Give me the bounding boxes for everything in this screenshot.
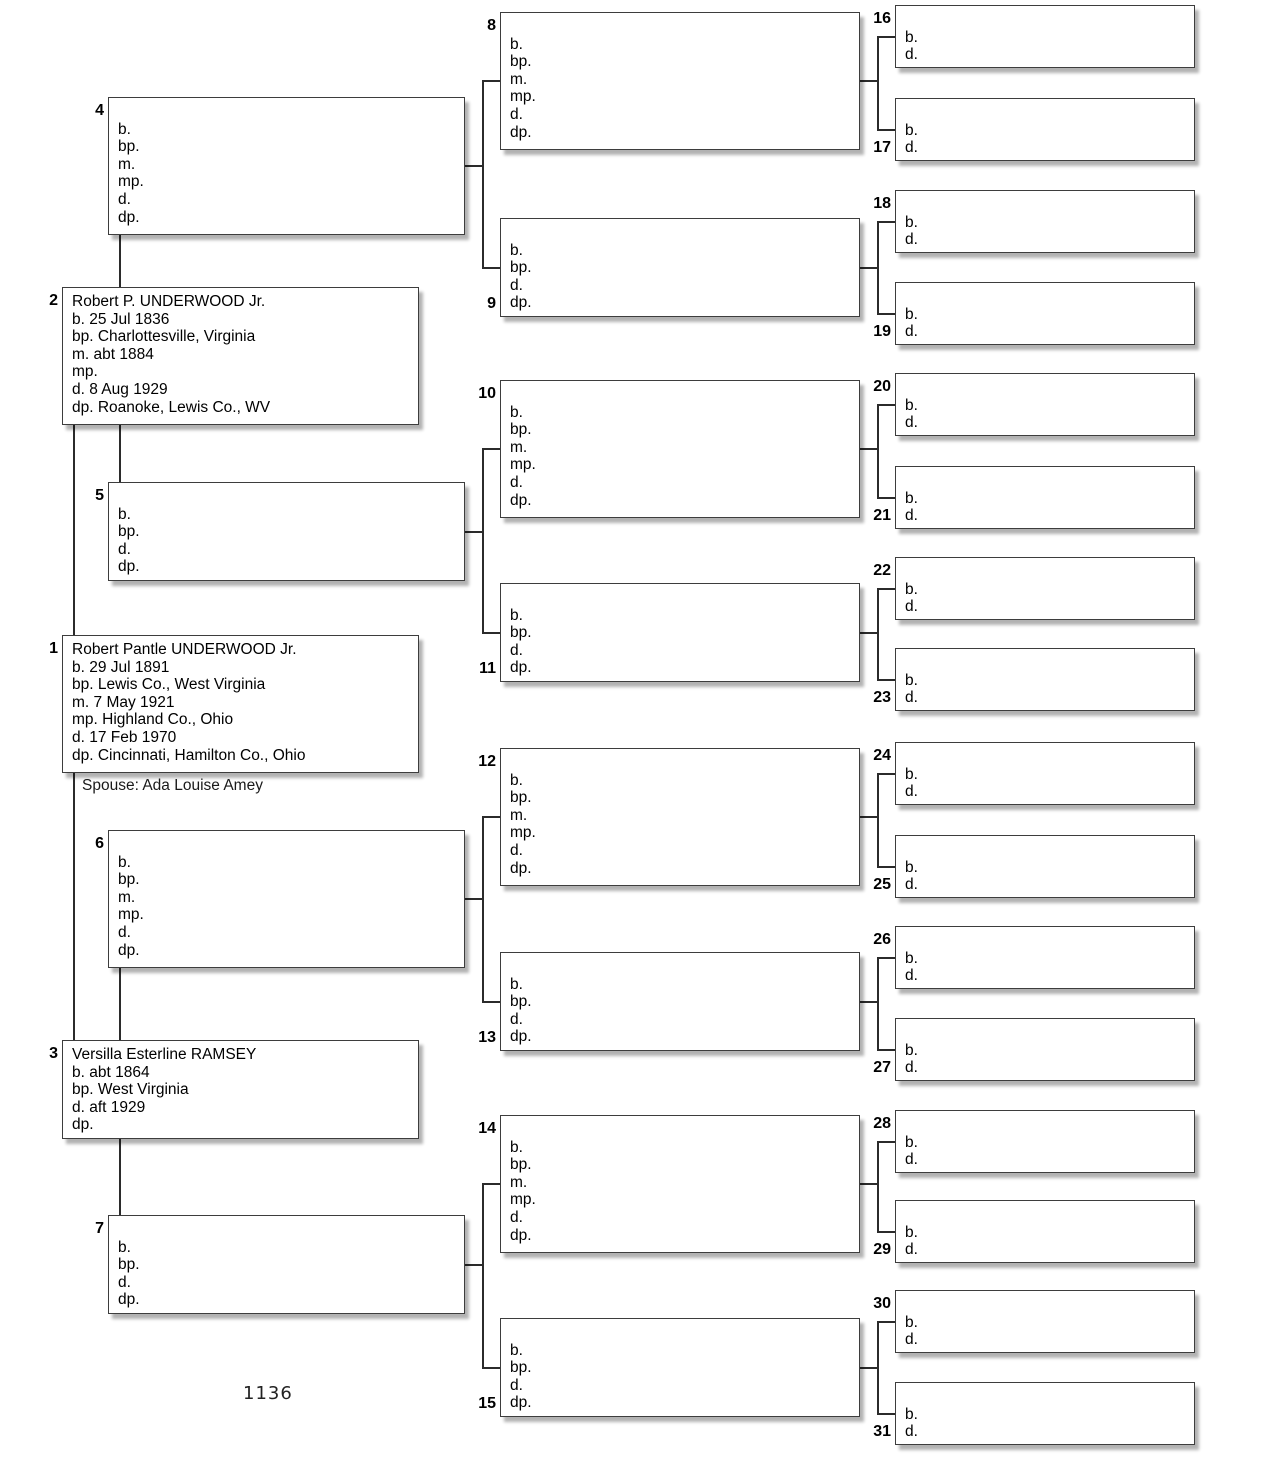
field-line: d. [118, 923, 131, 941]
field-line: b. [510, 1138, 523, 1156]
person-name [510, 1324, 859, 1342]
box-number-16: 16 [873, 10, 891, 27]
spouse-note: Spouse: Ada Louise Amey [82, 777, 263, 794]
person-name [118, 1221, 464, 1239]
field-line: d. 17 Feb 1970 [72, 728, 177, 746]
field-line: m. [510, 806, 528, 824]
box-number-28: 28 [873, 1115, 891, 1132]
field-line: d. [905, 1059, 918, 1077]
field-line: b. [905, 305, 918, 323]
field-line: mp. [510, 1191, 536, 1209]
box-number-18: 18 [873, 195, 891, 212]
field-line: b. [905, 1313, 918, 1331]
field-line: b. [905, 949, 918, 967]
person-box-25 [873, 835, 1195, 898]
person-box-14 [478, 1115, 860, 1253]
box-number-15: 15 [478, 1395, 496, 1412]
field-line: b. [510, 606, 523, 624]
field-line: d. [905, 1151, 918, 1169]
field-line: b. [118, 505, 131, 523]
connector-line [482, 1001, 500, 1003]
person-name [905, 1024, 1194, 1042]
connector-line [877, 773, 895, 775]
person-name [905, 841, 1194, 859]
field-line: d. [905, 1331, 918, 1349]
connector-line [877, 36, 879, 131]
box-number-12: 12 [478, 753, 496, 770]
field-line: d. [510, 473, 523, 491]
person-box-11 [479, 583, 860, 682]
connector-line [860, 448, 877, 450]
person-box-23 [873, 648, 1195, 711]
connector-line [482, 448, 500, 450]
field-line: d. [118, 1273, 131, 1291]
person-box-6 [95, 830, 465, 968]
connector-line [877, 1231, 895, 1233]
person-box-17 [873, 98, 1195, 161]
person-name [905, 104, 1194, 122]
connector-line [877, 1321, 879, 1415]
field-line: dp. Roanoke, Lewis Co., WV [72, 398, 271, 416]
field-line: b. [905, 489, 918, 507]
box-number-4: 4 [95, 102, 104, 119]
person-box-18 [873, 190, 1195, 253]
connector-line [482, 80, 484, 269]
person-name [905, 1116, 1194, 1134]
box-number-13: 13 [478, 1029, 496, 1046]
person-name [905, 379, 1194, 397]
field-line: dp. [72, 1116, 94, 1134]
person-name [905, 288, 1194, 306]
person-name: Versilla Esterline RAMSEY [72, 1046, 257, 1063]
field-line: b. [905, 213, 918, 231]
field-line: dp. [510, 1028, 532, 1046]
field-line: bp. [510, 993, 532, 1011]
person-name [510, 386, 859, 404]
field-line: m. [510, 70, 528, 88]
box-number-29: 29 [873, 1241, 891, 1258]
connector-line [877, 773, 879, 868]
field-line: dp. [510, 859, 532, 877]
field-line: b. [118, 120, 131, 138]
connector-line [877, 221, 895, 223]
connector-line [877, 957, 879, 1051]
field-line: m. 7 May 1921 [72, 693, 175, 711]
field-line: d. [905, 967, 918, 985]
person-name [905, 1296, 1194, 1314]
field-line: d. [905, 1423, 918, 1441]
connector-line [877, 129, 895, 131]
field-line: mp. [510, 824, 536, 842]
field-line: bp. Lewis Co., West Virginia [72, 676, 266, 694]
person-box-20 [873, 373, 1195, 436]
field-line: d. [905, 876, 918, 894]
box-number-17: 17 [873, 139, 891, 156]
field-line: d. [905, 139, 918, 157]
person-box-19 [873, 282, 1195, 345]
field-line: d. [510, 841, 523, 859]
field-line: b. [905, 121, 918, 139]
field-line: b. [905, 1405, 918, 1423]
person-box-13 [478, 952, 860, 1051]
field-line: dp. [118, 208, 140, 226]
field-line: mp. Highland Co., Ohio [72, 711, 234, 729]
connector-line [877, 1141, 879, 1233]
field-line: mp. [118, 906, 144, 924]
person-name [905, 563, 1194, 581]
connector-line [482, 816, 484, 1003]
connector-line [465, 898, 482, 900]
field-line: d. 8 Aug 1929 [72, 380, 168, 398]
field-line: d. [905, 598, 918, 616]
field-line: b. [905, 858, 918, 876]
field-line: d. [905, 689, 918, 707]
person-name: Robert P. UNDERWOOD Jr. [72, 293, 266, 310]
field-line: m. abt 1884 [72, 345, 154, 363]
connector-line [465, 1264, 482, 1266]
connector-line [877, 1413, 895, 1415]
connector-line [482, 1367, 500, 1369]
box-number-8: 8 [487, 17, 496, 34]
field-line: bp. [510, 259, 532, 277]
field-line: b. [905, 1133, 918, 1151]
connector-line [482, 448, 484, 634]
field-line: d. [510, 1010, 523, 1028]
field-line: b. [905, 671, 918, 689]
field-line: b. [510, 35, 523, 53]
person-name [510, 754, 859, 772]
person-box-7 [95, 1215, 465, 1314]
field-line: d. [905, 507, 918, 525]
person-box-26 [873, 926, 1195, 989]
page-number: 1136 [243, 1383, 293, 1404]
field-line: m. [118, 155, 136, 173]
connector-line [482, 816, 500, 818]
connector-line [482, 632, 500, 634]
field-line: dp. [510, 491, 532, 509]
field-line: d. aft 1929 [72, 1098, 146, 1116]
field-line: bp. [510, 1359, 532, 1377]
field-line: m. [118, 888, 136, 906]
connector-line [877, 404, 879, 499]
field-line: b. [905, 765, 918, 783]
field-line: dp. [510, 1394, 532, 1412]
connector-line [877, 36, 895, 38]
connector-line [465, 165, 482, 167]
field-line: bp. [118, 138, 140, 156]
field-line: d. [905, 231, 918, 249]
person-name [118, 836, 464, 854]
box-number-1: 1 [49, 640, 58, 657]
connector-line [482, 267, 500, 269]
field-line: b. [905, 1223, 918, 1241]
field-line: m. [510, 438, 528, 456]
box-number-11: 11 [479, 660, 496, 677]
field-line: b. 29 Jul 1891 [72, 658, 170, 676]
box-number-2: 2 [49, 292, 58, 309]
person-box-28 [873, 1110, 1195, 1173]
connector-line [860, 816, 877, 818]
person-box-8 [487, 12, 860, 150]
connector-line [860, 632, 877, 634]
field-line: dp. [118, 1291, 140, 1309]
field-line: b. [905, 1041, 918, 1059]
field-line: d. [118, 190, 131, 208]
field-line: d. [905, 46, 918, 64]
field-line: d. [510, 105, 523, 123]
field-line: dp. [510, 294, 532, 312]
box-number-21: 21 [873, 507, 891, 524]
field-line: bp. [118, 871, 140, 889]
connector-line [860, 1183, 877, 1185]
field-line: mp. [510, 88, 536, 106]
field-line: b. [905, 580, 918, 598]
box-number-22: 22 [873, 562, 891, 579]
person-box-27 [873, 1018, 1195, 1081]
box-number-31: 31 [873, 1423, 891, 1440]
box-number-23: 23 [873, 689, 891, 706]
box-number-26: 26 [873, 931, 891, 948]
person-box-3 [49, 1040, 419, 1139]
connector-line [877, 679, 895, 681]
person-box-5 [95, 482, 465, 581]
person-name [510, 224, 859, 242]
box-number-24: 24 [873, 747, 891, 764]
field-line: b. [510, 975, 523, 993]
box-number-3: 3 [49, 1045, 58, 1062]
field-line: dp. [118, 941, 140, 959]
connector-line [877, 404, 895, 406]
person-box-16 [873, 5, 1195, 68]
connector-line [877, 588, 895, 590]
connector-line [877, 1141, 895, 1143]
field-line: dp. [118, 558, 140, 576]
field-line: b. [510, 241, 523, 259]
field-line: b. abt 1864 [72, 1063, 150, 1081]
person-box-30 [873, 1290, 1195, 1353]
person-name [510, 18, 859, 36]
person-name [905, 472, 1194, 490]
person-box-21 [873, 466, 1195, 529]
field-line: d. [905, 1241, 918, 1259]
field-line: b. [905, 28, 918, 46]
field-line: d. [510, 641, 523, 659]
box-number-7: 7 [95, 1220, 104, 1237]
person-name [118, 103, 464, 121]
connector-line [860, 80, 877, 82]
field-line: dp. [510, 123, 532, 141]
connector-line [877, 1049, 895, 1051]
connector-line [877, 313, 895, 315]
field-line: dp. [510, 659, 532, 677]
person-box-1 [49, 635, 419, 773]
box-number-5: 5 [95, 487, 104, 504]
connector-line [482, 80, 500, 82]
field-line: bp. [510, 53, 532, 71]
connector-line [877, 497, 895, 499]
field-line: d. [510, 1376, 523, 1394]
person-name [905, 1388, 1194, 1406]
person-name [905, 11, 1194, 29]
box-number-14: 14 [478, 1120, 496, 1137]
person-box-4 [95, 97, 465, 235]
field-line: mp. [510, 456, 536, 474]
connector-line [482, 1183, 484, 1369]
box-number-30: 30 [873, 1295, 891, 1312]
person-name [510, 589, 859, 607]
field-line: dp. Cincinnati, Hamilton Co., Ohio [72, 746, 306, 764]
field-line: d. [905, 783, 918, 801]
connector-line [877, 588, 879, 681]
field-line: bp. [510, 1156, 532, 1174]
box-number-19: 19 [873, 323, 891, 340]
field-line: dp. [510, 1226, 532, 1244]
field-line: bp. West Virginia [72, 1081, 189, 1099]
field-line: bp. [118, 523, 140, 541]
person-name [905, 196, 1194, 214]
connector-line [465, 531, 482, 533]
field-line: b. [510, 403, 523, 421]
box-number-20: 20 [873, 378, 891, 395]
field-line: b. [905, 396, 918, 414]
field-line: b. 25 Jul 1836 [72, 310, 170, 328]
field-line: d. [510, 276, 523, 294]
box-number-27: 27 [873, 1059, 891, 1076]
connector-line [860, 1367, 877, 1369]
field-line: mp. [118, 173, 144, 191]
field-line: m. [510, 1173, 528, 1191]
field-line: d. [905, 414, 918, 432]
connector-line [877, 957, 895, 959]
field-line: b. [118, 1238, 131, 1256]
person-box-10 [478, 380, 860, 518]
field-line: d. [118, 540, 131, 558]
field-line: b. [118, 853, 131, 871]
field-line: bp. [118, 1256, 140, 1274]
person-box-2 [49, 287, 419, 425]
connector-line [482, 1183, 500, 1185]
connector-line [877, 221, 879, 315]
person-box-31 [873, 1382, 1195, 1445]
field-line: bp. Charlottesville, Virginia [72, 328, 256, 346]
field-line: b. [510, 1341, 523, 1359]
person-name [905, 748, 1194, 766]
field-line: d. [510, 1208, 523, 1226]
box-number-25: 25 [873, 876, 891, 893]
box-number-9: 9 [487, 295, 496, 312]
box-number-10: 10 [478, 385, 496, 402]
field-line: d. [905, 323, 918, 341]
person-name [905, 654, 1194, 672]
person-name [510, 958, 859, 976]
person-name: Robert Pantle UNDERWOOD Jr. [72, 641, 297, 658]
field-line: bp. [510, 789, 532, 807]
field-line: bp. [510, 421, 532, 439]
connector-line [860, 1001, 877, 1003]
person-box-9 [487, 218, 860, 317]
person-name [118, 488, 464, 506]
person-name [905, 932, 1194, 950]
field-line: bp. [510, 624, 532, 642]
person-box-29 [873, 1200, 1195, 1263]
person-name [510, 1121, 859, 1139]
person-box-12 [478, 748, 860, 886]
person-box-15 [478, 1318, 860, 1417]
connector-line [860, 267, 877, 269]
connector-line [877, 1321, 895, 1323]
person-box-24 [873, 742, 1195, 805]
field-line: mp. [72, 363, 98, 381]
person-box-22 [873, 557, 1195, 620]
field-line: b. [510, 771, 523, 789]
connector-line [877, 866, 895, 868]
box-number-6: 6 [95, 835, 104, 852]
person-name [905, 1206, 1194, 1224]
